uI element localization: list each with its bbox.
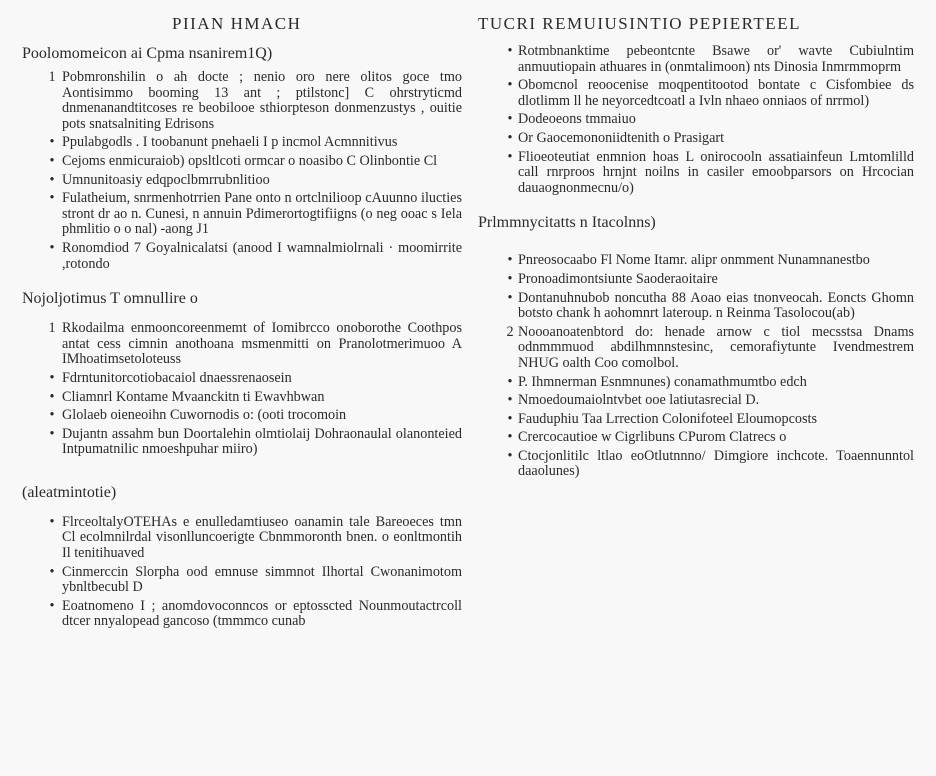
- list-item-text: Noooanoatenbtord do: henade arnow c tiol mecsstsa Dnams odnmmmuod abdilhmnnstesinc, cemorafiytunte Ivendmestrem NHUG oalth Coo comolbol.: [518, 323, 914, 371]
- list-item: [22, 154, 462, 170]
- list-item: [22, 427, 462, 458]
- list-item-text: Fdrntunitorcotiobacaiol dnaessrenaosein: [62, 369, 292, 386]
- list-item: [478, 150, 914, 197]
- list-marker: 1: [48, 320, 56, 337]
- left-column: [22, 12, 462, 633]
- list-item-text: Cejoms enmicuraiob) opsltlcoti ormcar o noasibo C Olinbontie Cl: [62, 152, 438, 169]
- list-item-text: Dujantn assahm bun Doortalehin olmtiolaij Dohraonaulal olanonteied Intpumatnilic nmoeshpuhar miiro): [62, 425, 462, 458]
- list-item: [478, 253, 914, 269]
- list-item-text: Pnreosocaabo Fl Nome Itamr. alipr onmment Nunamnanestbo: [518, 252, 870, 269]
- bullet-marker: •: [49, 190, 55, 207]
- list-item: [22, 173, 462, 189]
- left-column-title: PIIAN HMACH: [172, 14, 302, 33]
- bullet-marker: •: [49, 597, 55, 614]
- bullet-marker: •: [49, 407, 55, 424]
- list-item-text: Rkodailma enmooncoreenmemt of Iomibrcco onoborothe Coothpos antat cess cimnin anothoana msmenmitti on Pranolotmerimuoo A IMhoatimsetoloteuss: [62, 320, 462, 368]
- list-item: [22, 241, 462, 272]
- list-item-text: Ppulabgodls . I toobanunt pnehaeli I p incmol Acmnnitivus: [62, 134, 398, 151]
- list-item: [478, 412, 914, 428]
- list-item: [22, 515, 462, 562]
- list-item-text: Nmoedoumaiolntvbet ooe latiutasrecial D.: [518, 392, 760, 409]
- list-item-text: Or Gaocemononiidtenith o Prasigart: [518, 129, 725, 146]
- list-item-text: Crercocautioe w Cigrlibuns CPurom Clatrecs o: [518, 429, 787, 446]
- bullet-marker: •: [507, 252, 513, 269]
- list-item-text: Cinmerccin Slorpha ood emnuse simmnot Ilhortal Cwonanimotom ybnltbecubl D: [62, 563, 462, 596]
- list-item: [478, 291, 914, 322]
- section-heading: (aleatmintotie): [22, 483, 117, 501]
- list-item-text: Ronomdiod 7 Goyalnicalatsi (anood I wamnalmiolrnali · moomirrite ,rotondo: [62, 239, 462, 272]
- section-heading: Prlmmnycitatts n Itacolnns): [478, 214, 656, 232]
- bullet-marker: •: [507, 77, 513, 94]
- list-item-text: Fulatheium, snrmenhotrrien Pane onto n ortclnilioop cAuunno ilucties stront dr ao n. Cunesi, n annuin Pdimerortogtifiigns (o neg ooac s Iela phmlitio o o nal) -aong J1: [62, 190, 462, 238]
- list-item: [478, 131, 914, 147]
- list-marker: 2: [506, 323, 514, 340]
- section-heading: Poolomomeicon ai Cpma nsanirem1Q): [22, 45, 273, 62]
- bullet-marker: •: [49, 239, 55, 256]
- bullet-marker: •: [507, 429, 513, 446]
- bullet-list: [22, 515, 462, 630]
- right-column-title: TUCRI REMUIUSINTIO PEPIERTEEL: [478, 14, 801, 33]
- list-item: [478, 78, 914, 109]
- list-item: [22, 321, 462, 368]
- bullet-list: [22, 321, 462, 458]
- bullet-list: [478, 44, 914, 196]
- bullet-marker: •: [507, 410, 513, 427]
- bullet-marker: •: [507, 392, 513, 409]
- list-item-text: FlrceoltalyOTEHAs e enulledamtiuseo oanamin tale Bareoeces tmn Cl ecolmnilrdal visonlluncoerigte Cbnmmoronth bnen. o eonltmontih Il tenitihuaved: [62, 513, 462, 562]
- bullet-marker: •: [49, 369, 55, 386]
- bullet-marker: •: [49, 171, 55, 188]
- list-item-text: Glolaeb oieneoihn Cuwornodis o: (ooti trocomoin: [62, 407, 347, 424]
- list-item: [22, 135, 462, 151]
- list-item: [478, 449, 914, 480]
- list-item: [478, 325, 914, 372]
- list-item-text: Eoatnomeno I ; anomdovoconncos or eptosscted Nounmoutactrcoll dtcer nnyalopead gancoso (tmmmco cunab: [62, 597, 462, 630]
- bullet-marker: •: [49, 152, 55, 169]
- list-item: [478, 393, 914, 409]
- bullet-marker: •: [49, 134, 55, 151]
- list-item-text: Dontanuhnubob noncutha 88 Aoao eias tnonveocah. Eoncts Ghomn botsto chank h aohomnrt lateroup. n Reinma Tasolocou(ab): [518, 289, 914, 322]
- list-item: [22, 599, 462, 630]
- list-item-text: Pobmronshilin o ah docte ; nenio oro nere olitos goce tmo Aontisimmo booming 13 ant ; ptilstonc] C ohrstryticmd dnmenanandtitcoses re beobilooe sthiorpteson donmenzustys , ouitie pots snatsalniting Edrisons: [62, 69, 462, 132]
- bullet-marker: •: [507, 373, 513, 390]
- list-item: [478, 44, 914, 75]
- list-item: [478, 430, 914, 446]
- list-item-text: Cliamnrl Kontame Mvaanckitn ti Ewavhbwan: [62, 388, 325, 405]
- list-item-text: Ctocjonlitilc ltlao eoOtlutnnno/ Dimgiore inchcote. Toaennunntol daaolunes): [518, 447, 914, 480]
- bullet-list: [22, 70, 462, 272]
- list-marker: 1: [48, 69, 56, 85]
- bullet-list: [478, 253, 914, 480]
- list-item: [22, 408, 462, 424]
- list-item: [478, 272, 914, 288]
- bullet-marker: •: [49, 388, 55, 405]
- list-item: [22, 191, 462, 238]
- list-item-text: Rotmbnanktime pebeontcnte Bsawe or' wavte Cubiulntim anmuutiopain athuares in (onmtalimoon) nts Dinosia Inmrmmoprm: [518, 43, 914, 75]
- list-item-text: P. Ihmnerman Esnmnunes) conamathmumtbo edch: [518, 373, 807, 390]
- list-item-text: Obomcnol reoocenise moqpentitootod bontate c Cisfombiee ds dlotlimm ll he neyorcedtcoatl a Ivln nhaeo onniaos of nrrmol): [518, 77, 914, 109]
- bullet-marker: •: [507, 289, 513, 306]
- bullet-marker: •: [507, 148, 513, 165]
- bullet-marker: •: [507, 447, 513, 464]
- list-item: [22, 371, 462, 387]
- bullet-marker: •: [507, 111, 513, 128]
- list-item: [478, 112, 914, 128]
- list-item: [22, 70, 462, 132]
- bullet-marker: •: [49, 425, 55, 442]
- bullet-marker: •: [49, 513, 55, 530]
- bullet-marker: •: [507, 129, 513, 146]
- list-item-text: Dodeoeons tmmaiuo: [518, 111, 636, 128]
- list-item-text: Pronoadimontsiunte Saoderaoitaire: [518, 270, 718, 287]
- list-item-text: Flioeoteutiat enmnion hoas L onirocooln assatiainfeun Lmtomlilld call rnrproos hrnjnt noilns in casiler emoobparsors on Hrcocian dauaognonmecnu/o): [518, 148, 914, 196]
- list-item: [22, 390, 462, 406]
- list-item: [478, 375, 914, 391]
- bullet-marker: •: [507, 43, 513, 59]
- list-item: [22, 565, 462, 596]
- section-heading: Nojoljotimus T omnullire o: [22, 290, 198, 308]
- right-column: [478, 12, 914, 483]
- list-item-text: Fauduphiu Taa Lrrection Colonifoteel Eloumopcosts: [518, 410, 817, 427]
- bullet-marker: •: [49, 563, 55, 580]
- bullet-marker: •: [507, 270, 513, 287]
- list-item-text: Umnunitoasiy edqpoclbmrrubnlitioo: [62, 171, 270, 188]
